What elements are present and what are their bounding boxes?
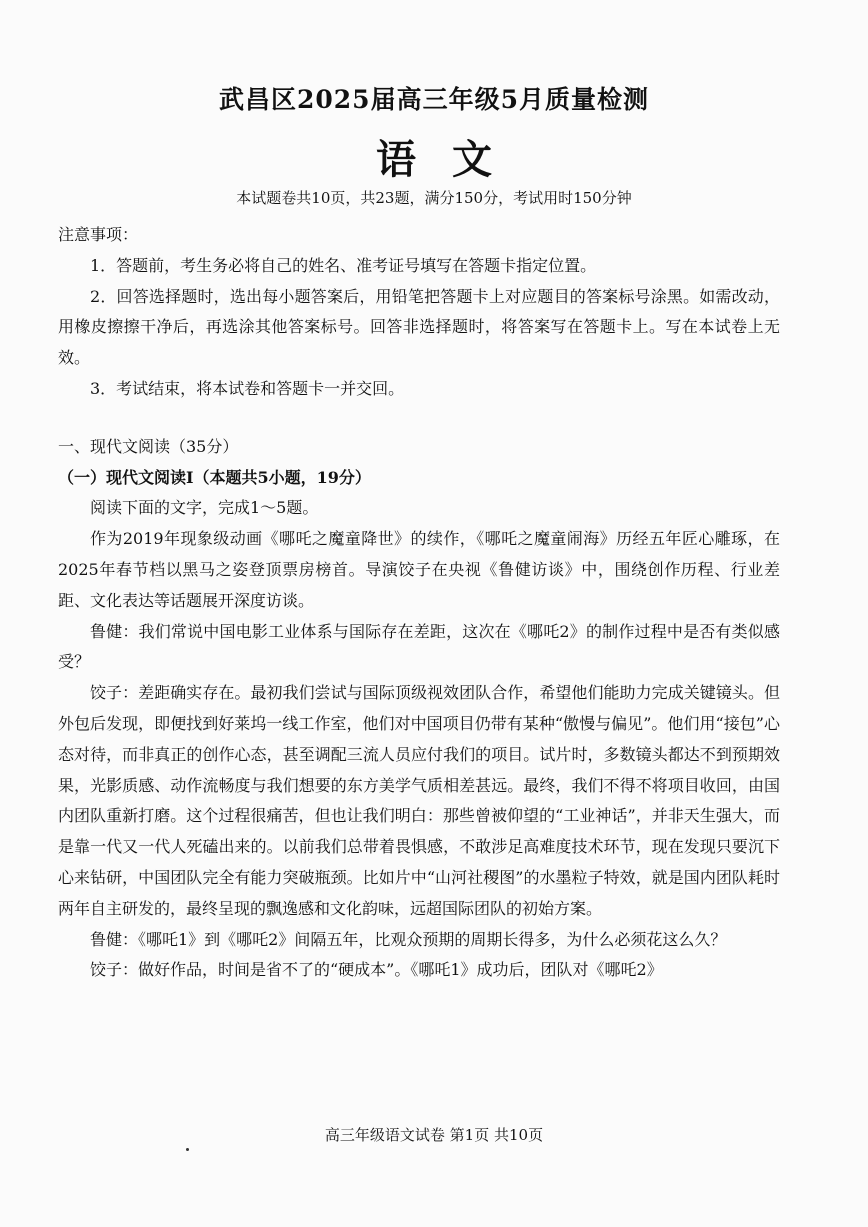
passage-paragraph: 鲁健：我们常说中国电影工业体系与国际存在差距，这次在《哪吒2》的制作过程中是否有类似感受？ — [58, 621, 780, 672]
subject-title: 语文 — [376, 136, 528, 183]
notice-title: 注意事项： — [58, 225, 139, 244]
notice-item: 1．答题前，考生务必将自己的姓名、准考证号填写在答题卡指定位置。 — [90, 255, 597, 275]
notice-item: 3．考试结束，将本试卷和答题卡一并交回。 — [90, 378, 405, 398]
passage-paragraph: 鲁健：《哪吒1》到《哪吒2》间隔五年，比观众预期的周期长得多，为什么必须花这么久？ — [90, 929, 727, 949]
passage-paragraph: 饺子：差距确实存在。最初我们尝试与国际顶级视效团队合作，希望他们能助力完成关键镜头。但外包后发现，即便找到好莱坞一线工作室，他们对中国项目仍带有某种“傲慢与偏见”。他们用“接包”心态对待，而非真正的创作心态，甚至调配三流人员应付我们的项目。试片时，多数镜头都达不到预期效果，光影质感、动作流畅度与我们想要的东方美学气质相差甚远。最终，我们不得不将项目收回，由国内团队重新打磨。这个过程很痛苦，但也让我们明白：那些曾被仰望的“工业神话”，并非天生强大，而是靠一代又一代人死磕出来的。以前我们总带着畏惧感，不敢涉足高难度技术环节，现在发现只要沉下心来钻研，中国团队完全有能力突破瓶颈。比如片中“山河社稷图”的水墨粒子特效，就是国内团队耗时两年自主研发的，最终呈现的飘逸感和文化韵味，远超国际团队的初始方案。 — [58, 683, 780, 918]
subsection-title: （一）现代文阅读Ⅰ（本题共5小题，19分） — [58, 467, 371, 487]
passage-paragraph: 作为2019年现象级动画《哪吒之魔童降世》的续作，《哪吒之魔童闹海》历经五年匠心雕琢，在2025年春节档以黑马之姿登顶票房榜首。导演饺子在央视《鲁健访谈》中，围绕创作历程、行业差距、文化表达等话题展开深度访谈。 — [58, 529, 780, 610]
section-title: 一、现代文阅读（35分） — [58, 436, 239, 456]
page-footer: 高三年级语文试卷 第1页 共10页 — [324, 1126, 544, 1144]
passage-paragraph: 饺子：做好作品，时间是省不了的“硬成本”。《哪吒1》成功后，团队对《哪吒2》 — [90, 960, 663, 980]
section-gap — [58, 405, 780, 432]
exam-info: 本试题卷共10页，共23题，满分150分，考试用时150分钟 — [236, 189, 632, 207]
exam-title: 武昌区2025届高三年级5月质量检测 — [219, 85, 649, 114]
notice-item: 2．回答选择题时，选出每小题答案后，用铅笔把答题卡上对应题目的答案标号涂黑。如需改动，用橡皮擦擦干净后，再选涂其他答案标号。回答非选择题时，将答案写在答题卡上。写在本试卷上无效。 — [58, 286, 780, 368]
reading-instruction: 阅读下面的文字，完成1～5题。 — [90, 498, 319, 518]
exam-body — [58, 220, 780, 986]
scan-speck — [186, 1148, 189, 1151]
